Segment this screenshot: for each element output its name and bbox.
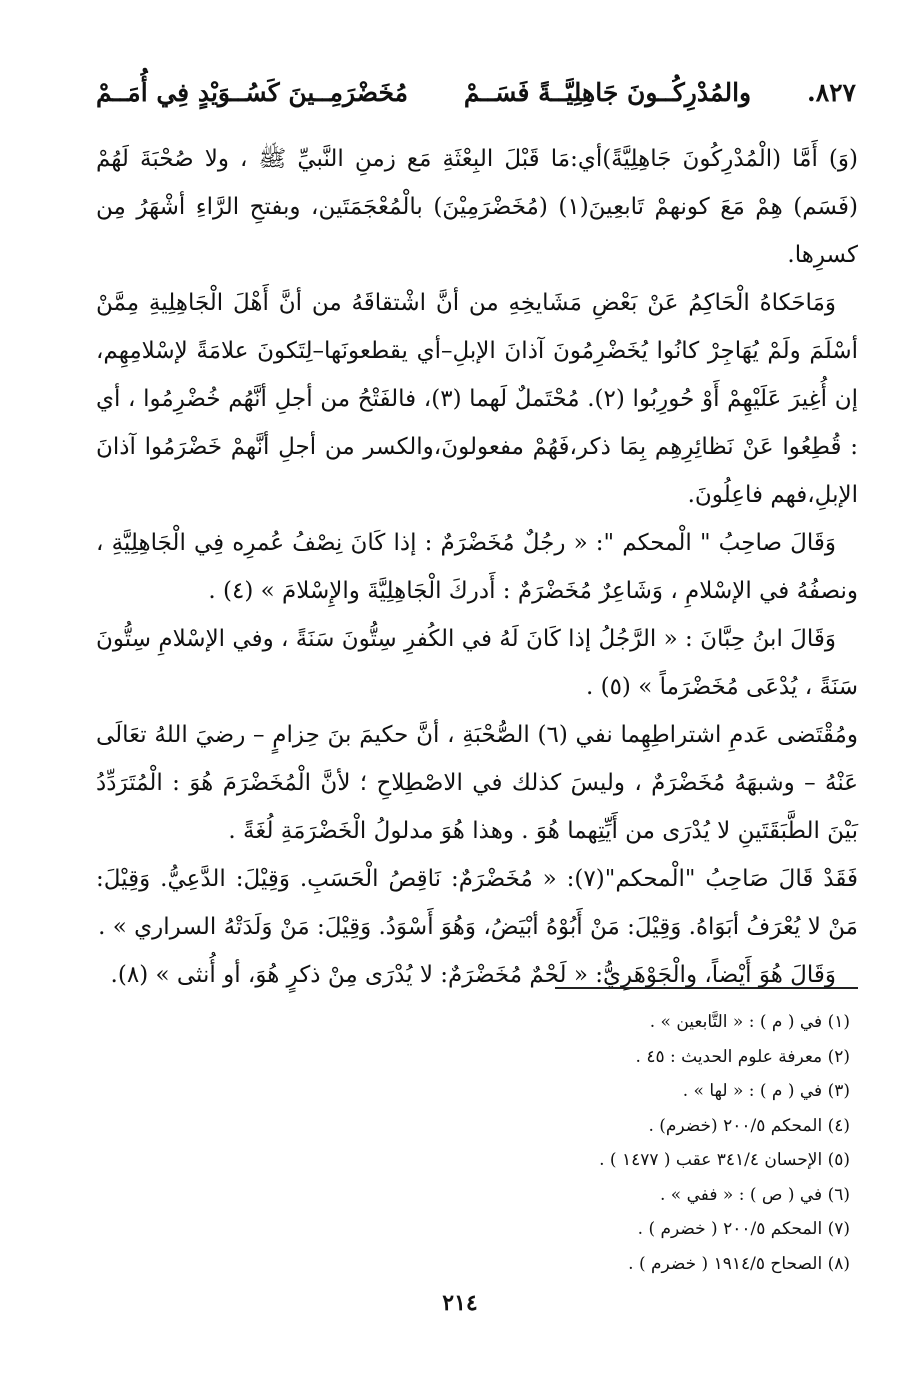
footnote: (٣) في ( م ) : « لها » . xyxy=(682,1081,850,1101)
footnote-separator xyxy=(555,987,858,989)
footnote: (١) في ( م ) : « التَّابعين » . xyxy=(649,1012,850,1032)
footnote: (٨) الصحاح ١٩١٤/٥ ( خضرم ) . xyxy=(628,1253,850,1274)
verse-line xyxy=(96,78,856,107)
verse-second-hemistich: مُخَضْرَمِــينَ كَسُــوَيْدٍ فِي أُمَــمْ xyxy=(96,78,409,107)
commentary-paragraph: وَقَالَ هُوَ أَيْضاً، والْجَوْهَرِيُّ: « لَحْمٌ مُخَضْرَمٌ: لا يُدْرَى مِنْ ذكرٍ هُوَ، أو أُنثى » (٨). xyxy=(110,962,836,988)
footnote: (٦) في ( ص ) : « ففي » . xyxy=(660,1184,850,1205)
commentary-body xyxy=(96,135,858,999)
commentary-paragraph: وَمَاحَكاهُ الْحَاكِمُ عَنْ بَعْضِ مَشَايخِهِ من أنَّ اشْتقاقَهُ من أنَّ أَهْلَ الْجَاهِلِيةِ مِمَّنْ أسْلَمَ ولَمْ يُهَاجِرْ كانُوا يُخَضْرِمُونَ آذانَ الإبلِ–أي يقطعونَها–لِتَكونَ علامَةً لإسْلامِهِم، إن أُغِيرَ عَلَيْهِمْ أَوْ حُورِبُوا (٢). مُحْتَملٌ لَهما (٣)، فالفَتْحُ من أجلِ أنَّهُم خُضْرِمُوا ، أي : قُطِعُوا عَنْ نَظائِرِهِم بِمَا ذكر،فَهُمْ مفعولونَ،والكسر من أجلِ أنَّهمْ خَضْرَمُوا آذانَ الإبلِ،فهم فاعِلُونَ. xyxy=(96,290,858,508)
commentary-paragraph: وَقَالَ ابنُ حِبَّانَ : « الرَّجُلُ إذا كَانَ لَهُ في الكُفرِ سِتُّونَ سَنَةً ، وفي الإسْلامِ سِتُّونَ سَنَةً ، يُدْعَى مُخَضْرَماً » (٥) . xyxy=(96,626,858,700)
verse-number: ٨٢٧. xyxy=(806,78,856,107)
commentary-paragraph: فَقَدْ قَالَ صَاحِبُ "الْمحكم"(٧): « مُخَضْرَمٌ: نَاقِصُ الْحَسَبِ. وَقِيْلَ: الدَّعِيُّ. وَقِيْلَ: مَنْ لا يُعْرَفُ أبَوَاهُ. وَقِيْلَ: مَنْ أَبُوْهُ أبْيَضُ، وَهُوَ أَسْوَدُ. وَقِيْلَ: مَنْ وَلَدَتْهُ السراري » . xyxy=(96,866,858,940)
footnote: (٤) المحكم ٢٠٠/٥ (خضرم) . xyxy=(648,1115,850,1136)
page-number: ٢١٤ xyxy=(442,1290,478,1316)
commentary-paragraph: ومُقْتَضى عَدمِ اشتراطِهِما نفي (٦) الصُّحْبَةِ ، أنَّ حكيمَ بنَ حِزامٍ – رضيَ اللهُ تعَالَى عَنْهُ – وشبهَهُ مُخَضْرَمٌ ، وليسَ كذلك في الاصْطِلاحِ ؛ لأنَّ الْمُخَضْرَمَ هُوَ : الْمُتَرَدِّدُ بَيْنَ الطَّبَقَتَينِ لا يُدْرَى من أَيِّتِهما هُوَ . وهذا هُوَ مدلولُ الْخَضْرَمَةِ لُغَةً . xyxy=(96,722,858,844)
footnotes-list xyxy=(400,1005,850,1281)
footnote: (٥) الإحسان ٣٤١/٤ عقب ( ١٤٧٧ ) . xyxy=(599,1150,850,1170)
footnote: (٧) المحكم ٢٠٠/٥ ( خضرم ) . xyxy=(637,1219,850,1239)
verse-first-hemistich: والمُدْرِكُــونَ جَاهِلِيَّــةً فَسَــمْ xyxy=(463,78,752,107)
footnote: (٢) معرفة علوم الحديث : ٤٥ . xyxy=(635,1046,850,1067)
commentary-paragraph: وَقَالَ صاحِبُ " الْمحكم ": « رجُلٌ مُخَضْرَمٌ : إذا كَانَ نِصْفُ عُمرِه فِي الْجَاهِلِيَّةِ ، ونصفُهُ في الإسْلامِ ، وَشَاعِرٌ مُخَضْرَمٌ : أَدركَ الْجَاهِلِيَّةَ والإِسْلامَ » (٤) . xyxy=(96,530,858,604)
commentary-paragraph: (وَ) أَمَّا (الْمُدْرِكُونَ جَاهِلِيَّةً)أي:مَا قَبْلَ البِعْثَةِ مَع زمنِ النَّبيِّ ﷺ ، ولا صُحْبَةَ لَهُمْ (فَسَم) هِمْ مَعَ كونهمْ تَابعِينَ(١) (مُخَضْرَمِيْنَ) بالْمُعْجَمَتَين، وبفتحِ الرَّاءِ أشْهَرُ مِن كسرِها. xyxy=(96,146,858,268)
